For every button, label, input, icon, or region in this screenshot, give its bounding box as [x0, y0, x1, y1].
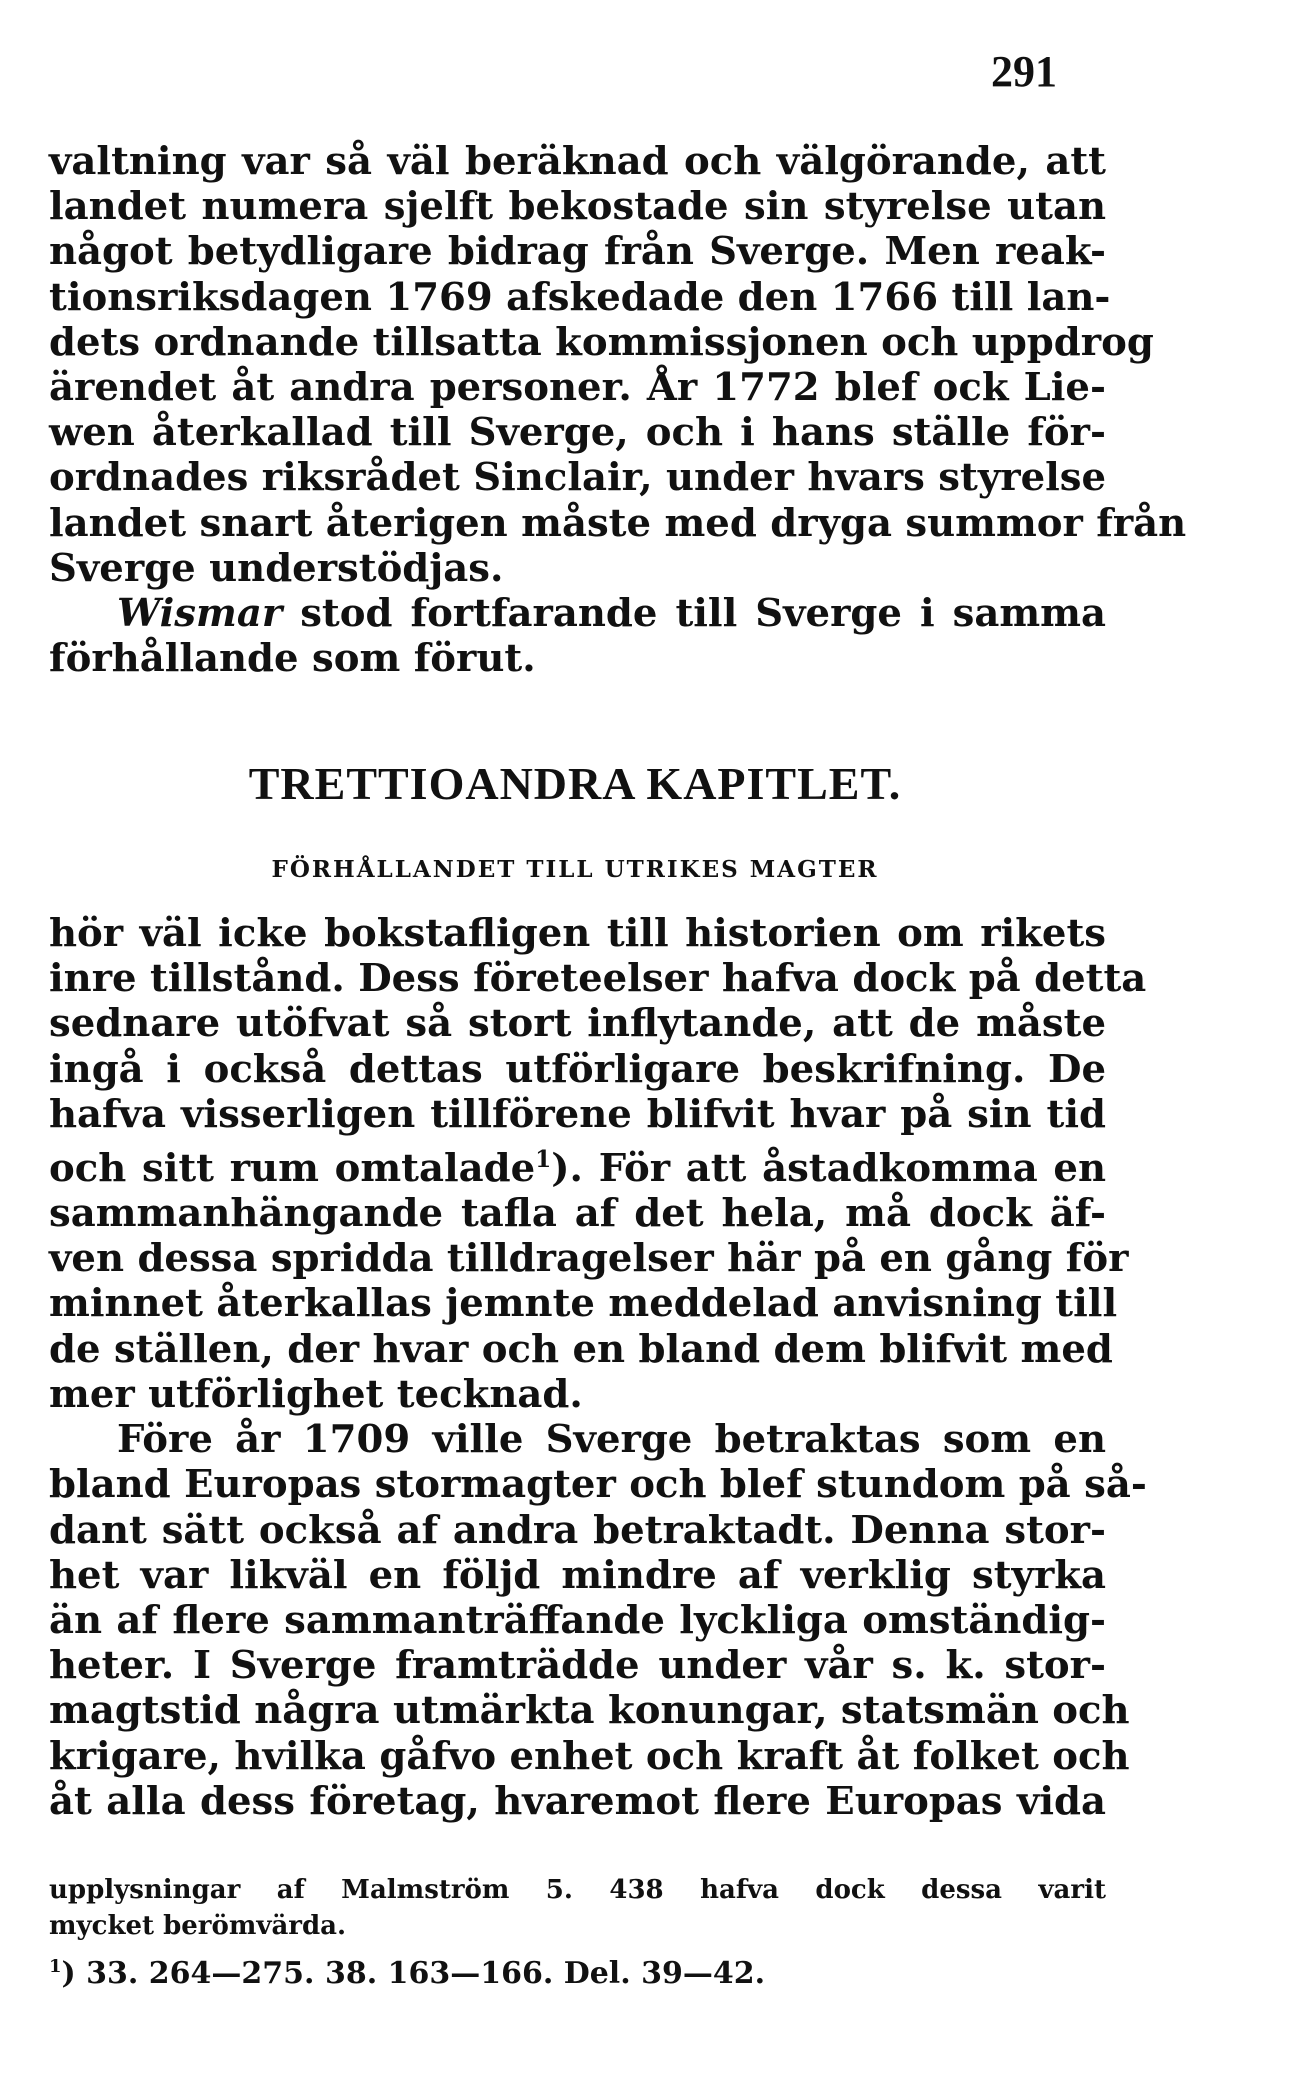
- chapter-subtitle: FÖRHÅLLANDET TILL UTRIKES MAGTER: [271, 856, 879, 883]
- text-line: Före år 1709 ville Sverge betraktas som en: [117, 1417, 1106, 1463]
- text-line: ven dessa spridda tilldragelser här på en gång för: [49, 1236, 1129, 1282]
- text-line: sammanhängande tafla af det hela, må dock äf-: [49, 1191, 1106, 1237]
- footnote-1: [49, 1956, 765, 1991]
- text-line-footnote-ref: [49, 1137, 1106, 1191]
- text-line: dant sätt också af andra betraktadt. Denna stor-: [49, 1507, 1106, 1553]
- wismar-rest: stod fortfarande till Sverge i samma: [282, 591, 1106, 637]
- text-fragment: ). För att åstadkomma en: [551, 1145, 1107, 1191]
- text-line: sednare utöfvat så stort inflytande, att de måste: [49, 1001, 1106, 1047]
- text-line: heter. I Sverge framträdde under vår s. k. stor-: [49, 1643, 1106, 1689]
- text-line: het var likväl en följd mindre af verklig styrka: [49, 1552, 1106, 1598]
- text-line: ordnades riksrådet Sinclair, under hvars styrelse: [49, 455, 1107, 501]
- text-line: valtning var så väl beräknad och välgörande, att: [49, 139, 1106, 184]
- text-fragment: och sitt rum omtalade: [49, 1145, 536, 1191]
- text-line: de ställen, der hvar och en bland dem blifvit med: [49, 1326, 1113, 1372]
- text-line: något betydligare bidrag från Sverge. Men reak-: [49, 229, 1106, 275]
- text-line: krigare, hvilka gåfvo enhet och kraft åt folket och: [49, 1733, 1130, 1779]
- text-line: bland Europas stormagter och blef stundom på så-: [49, 1462, 1147, 1508]
- text-line: landet snart återigen måste med dryga summor från: [49, 500, 1187, 546]
- text-line: ärendet åt andra personer. År 1772 blef ock Lie-: [49, 365, 1106, 411]
- footnote-line: mycket berömvärda.: [49, 1911, 347, 1941]
- page-number: 291: [991, 47, 1057, 96]
- text-line: magtstid några utmärkta konungar, statsmän och: [49, 1688, 1130, 1734]
- text-line: inre tillstånd. Dess företeelser hafva dock på detta: [49, 956, 1147, 1002]
- text-line: minnet återkallas jemnte meddelad anvisning till: [49, 1281, 1118, 1327]
- footnote-text: ) 33. 264—275. 38. 163—166. Del. 39—42.: [61, 1956, 766, 1991]
- text-line: landet numera sjelft bekostade sin styrelse utan: [49, 184, 1106, 230]
- text-line: tionsriksdagen 1769 afskedade den 1766 till lan-: [49, 274, 1111, 320]
- wismar-name: Wismar: [117, 591, 283, 637]
- text-line: förhållande som förut.: [49, 636, 536, 682]
- footnote-ref: 1: [535, 1146, 552, 1174]
- wismar-line: [49, 591, 1106, 636]
- text-line: wen återkallad till Sverge, och i hans ställe för-: [49, 410, 1106, 456]
- text-line: ingå i också dettas utförligare beskrifning. De: [49, 1046, 1106, 1092]
- text-line: hör väl icke bokstafligen till historien om rikets: [49, 911, 1106, 956]
- text-line: dets ordnande tillsatta kommissjonen och uppdrog: [49, 319, 1154, 365]
- text-line: mer utförlighet tecknad.: [49, 1371, 583, 1417]
- text-line: hafva visserligen tillförene blifvit hvar på sin tid: [49, 1091, 1106, 1137]
- text-line: Sverge understödjas.: [49, 545, 504, 591]
- text-line: än af flere sammanträffande lyckliga omständig-: [49, 1597, 1106, 1643]
- intro-paragraph: [49, 139, 1187, 682]
- body-paragraph: [49, 911, 1147, 1824]
- footnote-marker: 1: [49, 1956, 62, 1977]
- footnote-continuation: [49, 1872, 1106, 1944]
- footnote-line: upplysningar af Malmström 5. 438 hafva dock dessa varit: [49, 1875, 1106, 1905]
- text-line: åt alla dess företag, hvaremot flere Europas vida: [49, 1778, 1106, 1824]
- chapter-title: TRETTIOANDRA KAPITLET.: [248, 758, 902, 809]
